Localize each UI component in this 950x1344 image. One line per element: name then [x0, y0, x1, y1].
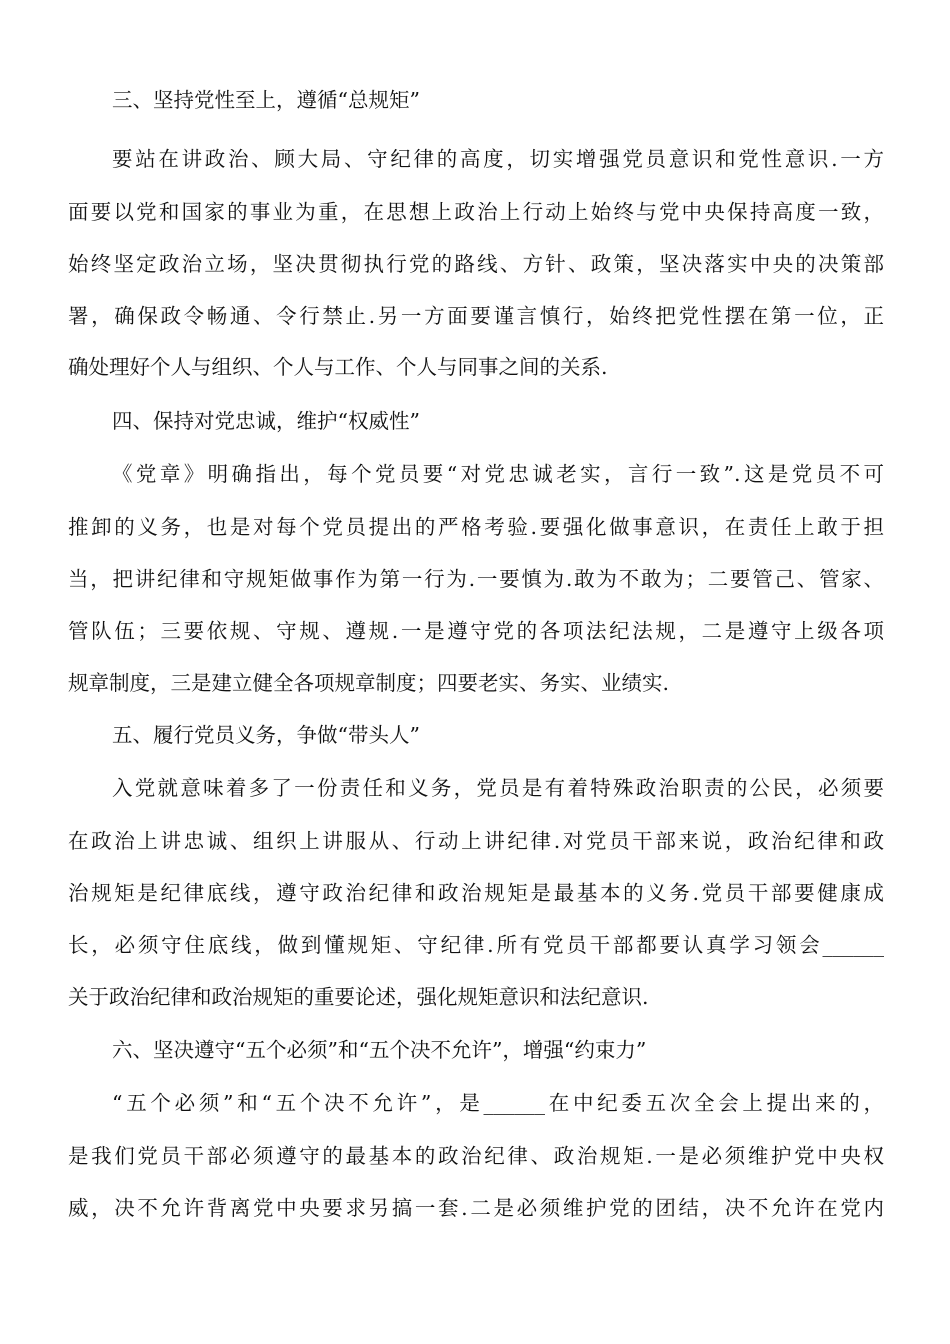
paragraph-line: 《党章》明确指出，每个党员要“对党忠诚老实，言行一致”.这是党员不可 [112, 462, 884, 486]
paragraph-line: 长，必须守住底线，做到懂规矩、守纪律.所有党员干部都要认真学习领会______ [68, 933, 884, 957]
paragraph-line: 关于政治纪律和政治规矩的重要论述，强化规矩意识和法纪意识. [68, 985, 649, 1009]
paragraph-line: “五个必须”和“五个决不允许”，是______在中纪委五次全会上提出来的， [112, 1091, 884, 1115]
paragraph-line: 当，把讲纪律和守规矩做事作为第一行为.一要慎为.敢为不敢为；二要管己、管家、 [68, 567, 884, 591]
paragraph-line: 威，决不允许背离党中央要求另搞一套.二是必须维护党的团结，决不允许在党内 [68, 1196, 884, 1220]
section-heading: 四、保持对党忠诚，维护“权威性” [112, 409, 420, 433]
paragraph-line: 确处理好个人与组织、个人与工作、个人与同事之间的关系. [68, 355, 608, 379]
paragraph-line: 管队伍；三要依规、守规、遵规.一是遵守党的各项法纪法规，二是遵守上级各项 [68, 619, 884, 643]
paragraph-line: 入党就意味着多了一份责任和义务，党员是有着特殊政治职责的公民，必须要 [112, 776, 884, 800]
paragraph-line: 是我们党员干部必须遵守的最基本的政治纪律、政治规矩.一是必须维护党中央权 [68, 1144, 884, 1168]
paragraph-line: 署，确保政令畅通、令行禁止.另一方面要谨言慎行，始终把党性摆在第一位，正 [68, 304, 884, 328]
section-heading: 六、坚决遵守“五个必须”和“五个决不允许”，增强“约束力” [112, 1038, 647, 1062]
paragraph-line: 面要以党和国家的事业为重，在思想上政治上行动上始终与党中央保持高度一致， [68, 200, 884, 224]
section-heading: 三、坚持党性至上，遵循“总规矩” [112, 88, 420, 112]
paragraph-line: 始终坚定政治立场，坚决贯彻执行党的路线、方针、政策，坚决落实中央的决策部 [68, 252, 884, 276]
paragraph-line: 要站在讲政治、顾大局、守纪律的高度，切实增强党员意识和党性意识.一方 [112, 147, 884, 171]
section-heading: 五、履行党员义务，争做“带头人” [112, 723, 420, 747]
paragraph-line: 规章制度，三是建立健全各项规章制度；四要老实、务实、业绩实. [68, 671, 670, 695]
paragraph-line: 在政治上讲忠诚、组织上讲服从、行动上讲纪律.对党员干部来说，政治纪律和政 [68, 829, 884, 853]
paragraph-line: 推卸的义务，也是对每个党员提出的严格考验.要强化做事意识，在责任上敢于担 [68, 515, 884, 539]
paragraph-line: 治规矩是纪律底线，遵守政治纪律和政治规矩是最基本的义务.党员干部要健康成 [68, 881, 884, 905]
